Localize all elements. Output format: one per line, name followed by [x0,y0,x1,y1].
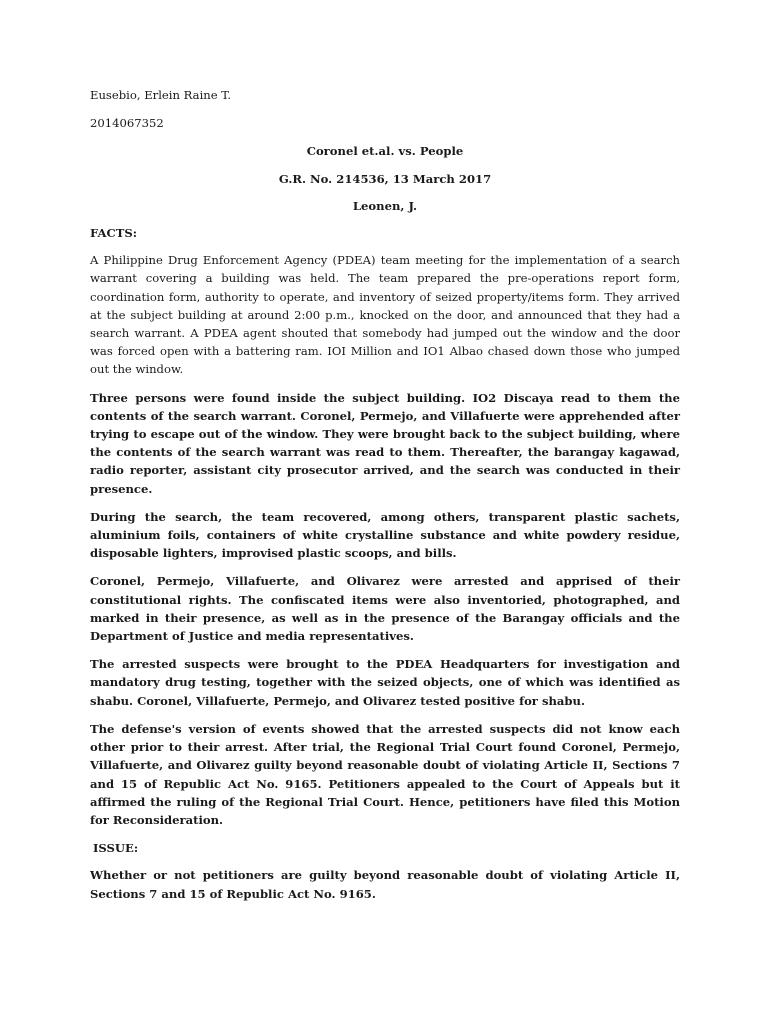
facts-paragraph-1: A Philippine Drug Enforcement Agency (PDEA) team meeting for the implementation of a search warrant covering a building was held. The team prepared the pre-operations report form, coordination form, authority to operate, and inventory of seized property/items form. They arrived at the subject building at around 2:00 p.m., knocked on the door, and announced that they had a search warrant. A PDEA agent shouted that somebody had jumped out the window and the door was forced open with a battering ram. IOI Million and IO1 Albao chased down those who jumped out the window. [90,253,680,377]
case-citation: G.R. No. 214536, 13 March 2017 [278,171,492,186]
issue-heading: ISSUE: [93,841,139,856]
facts-paragraph-3: During the search, the team recovered, among others, transparent plastic sachets, aluminium foils, containers of white crystalline substance and white powdery residue, disposable lighters, improvised plastic scoops, and bills. [90,509,680,561]
case-title: Coronel et.al. vs. People [306,144,464,159]
document-page [90,86,680,913]
case-ponente: Leonen, J. [352,198,418,213]
facts-paragraph-4: Coronel, Permejo, Villafuerte, and Olivarez were arrested and apprised of their constitutional rights. The confiscated items were also inventoried, photographed, and marked in their presence, as well as in the presence of the Barangay officials and the Department of Justice and media representatives. [90,574,680,644]
facts-heading: FACTS: [90,226,138,241]
student-id: 2014067352 [90,116,164,131]
facts-paragraph-2: Three persons were found inside the subject building. IO2 Discaya read to them the contents of the search warrant. Coronel, Permejo, and Villafuerte were apprehended after trying to escape out of the window. They were brought back to the subject building, where the contents of the search warrant was read to them. Thereafter, the barangay kagawad, radio reporter, assistant city prosecutor arrived, and the search was conducted in their presence. [90,390,680,496]
author-name: Eusebio, Erlein Raine T. [90,88,231,102]
facts-paragraph-5: The arrested suspects were brought to the PDEA Headquarters for investigation and mandatory drug testing, together with the seized objects, one of which was identified as shabu. Coronel, Villafuerte, Permejo, and Olivarez tested positive for shabu. [90,657,680,708]
issue-text: Whether or not petitioners are guilty beyond reasonable doubt of violating Article II, Sections 7 and 15 of Republic Act No. 9165. [90,868,680,901]
facts-paragraph-6: The defense's version of events showed that the arrested suspects did not know each other prior to their arrest. After trial, the Regional Trial Court found Coronel, Permejo, Villafuerte, and Olivarez guilty beyond reasonable doubt of violating Article II, Sections 7 and 15 of Republic Act No. 9165. Petitioners appealed to the Court of Appeals but it affirmed the ruling of the Regional Trial Court. Hence, petitioners have filed this Motion for Reconsideration. [90,721,680,827]
